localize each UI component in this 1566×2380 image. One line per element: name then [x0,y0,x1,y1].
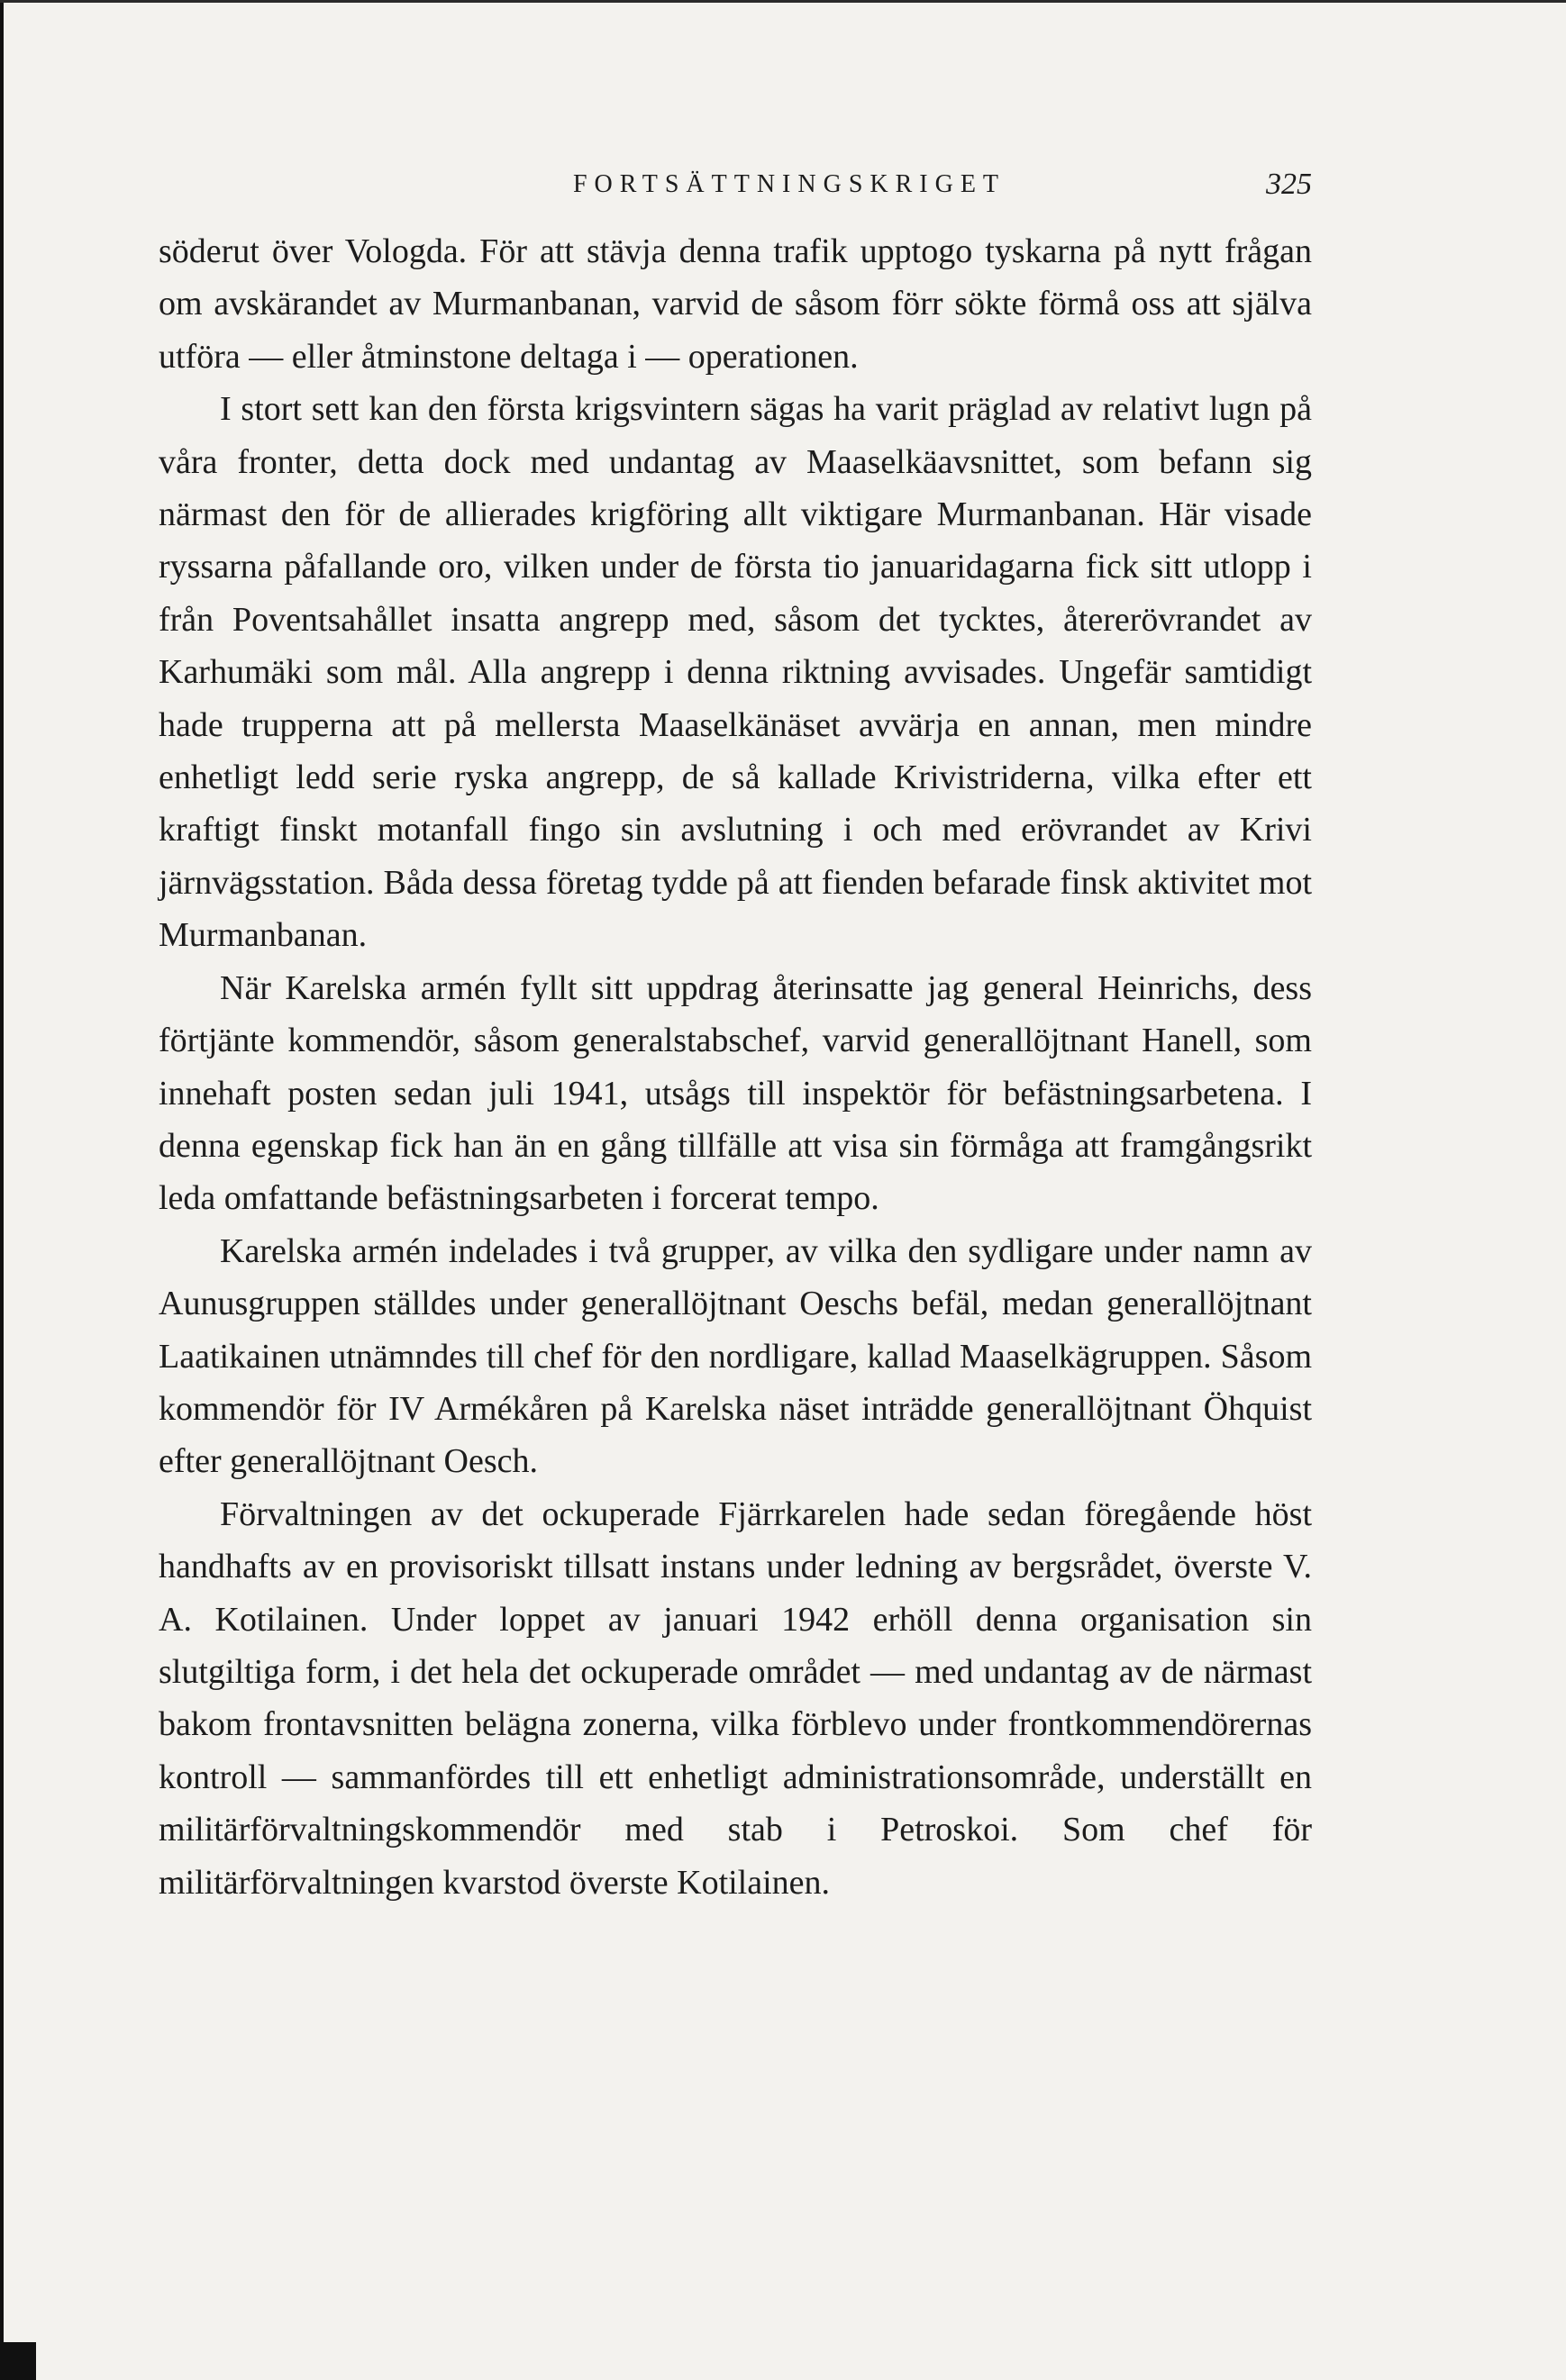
paragraph-military-administration: Förvaltningen av det ockuperade Fjärrkarelen hade sedan föregående höst handhafts av en provisoriskt tillsatt instans under ledning av bergsrådet, överste V. A. Kotilainen. Under loppet av januari 1942 erhöll denna organisation sin slutgiltiga form, i det hela det ockuperade området — med undantag av de närmast bakom frontavsnitten belägna zonerna, vilka förblevo under frontkommendörernas kontroll — sammanfördes till ett enhetligt administrationsområde, underställt en militärförvaltningskommendör med stab i Petroskoi. Som chef för militärförvaltningen kvarstod överste Kotilainen. [159,1494,1312,1902]
page-number: 325 [1266,168,1312,201]
scan-corner-mark [0,2342,36,2380]
paragraph-heinrichs: När Karelska armén fyllt sitt uppdrag återinsatte jag general Heinrichs, dess förtjänte kommendör, såsom generalstabschef, varvid generallöjtnant Hanell, som innehaft posten sedan juli 1941, utsågs till inspektör för befästningsarbetena. I denna egenskap fick han än en gång tillfälle att visa sin förmåga att framgångsrikt leda omfattande befästningsarbeten i forcerat tempo. [159,968,1312,1218]
scan-border-left [0,0,4,2380]
body-text [159,225,1312,1909]
scan-border-top [0,0,1566,3]
running-head-title: FORTSÄTTNINGSKRIGET [572,170,1006,198]
book-page [159,162,1312,1909]
paragraph-karelian-army-groups: Karelska armén indelades i två grupper, av vilka den sydligare under namn av Aunusgruppen ställdes under generallöjtnant Oeschs befäl, medan generallöjtnant Laatikainen utnämndes till chef för den nordligare, kallad Maaselkägruppen. Såsom kommendör för IV Armékåren på Karelska näset inträdde generallöjtnant Öhquist efter generallöjtnant Oesch. [159,1231,1312,1481]
paragraph-continuation: söderut över Vologda. För att stävja denna trafik upptogo tyskarna på nytt frågan om avskärandet av Murmanbanan, varvid de såsom förr sökte förmå oss att själva utföra — eller åtminstone deltaga i — operationen. [159,232,1312,376]
running-head [159,162,1312,207]
paragraph-first-winter: I stort sett kan den första krigsvintern sägas ha varit präglad av relativt lugn på våra fronter, detta dock med undantag av Maaselkäavsnittet, som befann sig närmast den för de allierades krigföring allt viktigare Murmanbanan. Här visade ryssarna påfallande oro, vilken under de första tio januaridagarna fick sitt utlopp i från Poventsahållet insatta angrepp med, såsom det tycktes, återerövrandet av Karhumäki som mål. Alla angrepp i denna riktning avvisades. Ungefär samtidigt hade trupperna att på mellersta Maaselkänäset avvärja en annan, men mindre enhetligt ledd serie ryska angrepp, de så kallade Krivistriderna, vilka efter ett kraftigt finskt motanfall fingo sin avslutning i och med erövrandet av Krivi järnvägsstation. Båda dessa företag tydde på att fienden befarade finsk aktivitet mot Murmanbanan. [159,390,1312,955]
